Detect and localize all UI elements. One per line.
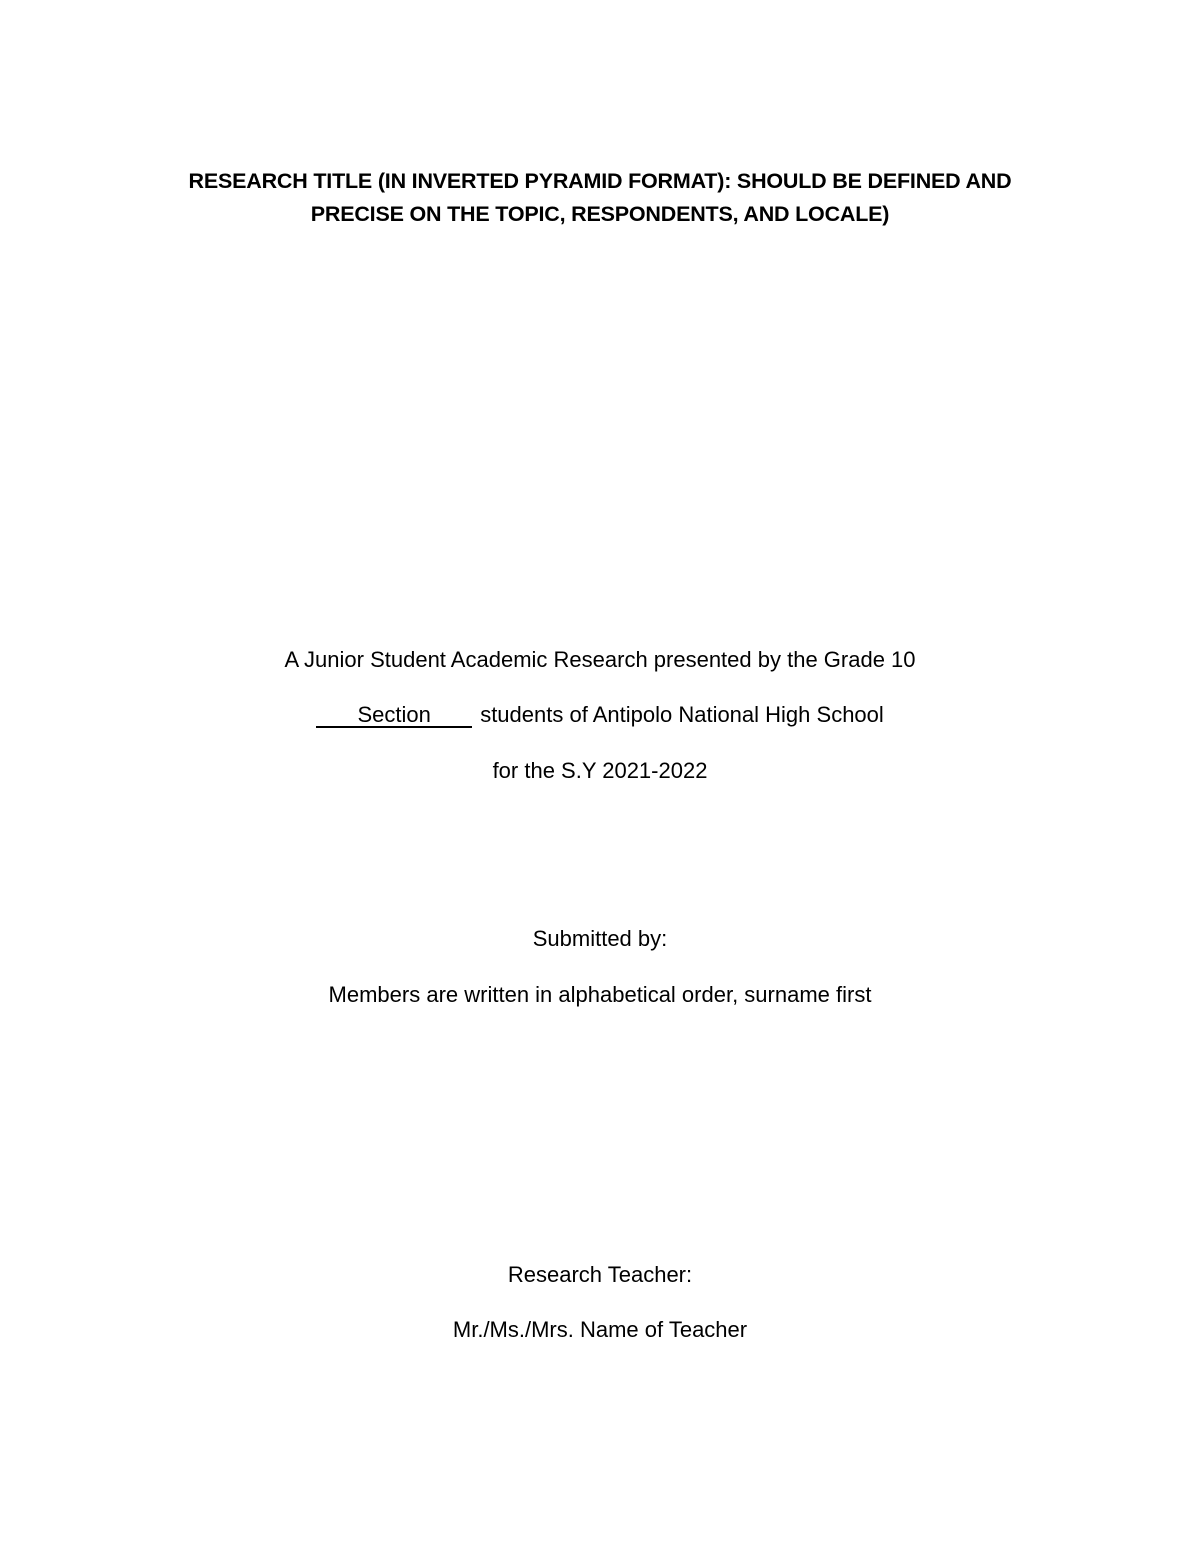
school-year-line: for the S.Y 2021-2022	[492, 758, 708, 783]
members-note: Members are written in alphabetical order, surname first	[328, 982, 872, 1007]
research-teacher-label: Research Teacher:	[507, 1262, 693, 1287]
research-title-line-1: RESEARCH TITLE (IN INVERTED PYRAMID FORMAT): SHOULD BE DEFINED AND	[188, 169, 1012, 193]
section-line-text: students of Antipolo National High School	[480, 702, 884, 727]
teacher-name: Mr./Ms./Mrs. Name of Teacher	[452, 1317, 748, 1342]
section-blank: Section	[316, 704, 472, 728]
research-title-line-2: PRECISE ON THE TOPIC, RESPONDENTS, AND LOCALE)	[310, 202, 890, 226]
presented-by-line: A Junior Student Academic Research presented by the Grade 10	[284, 647, 916, 672]
submitted-by-label: Submitted by:	[532, 926, 668, 951]
section-line	[0, 702, 1200, 728]
